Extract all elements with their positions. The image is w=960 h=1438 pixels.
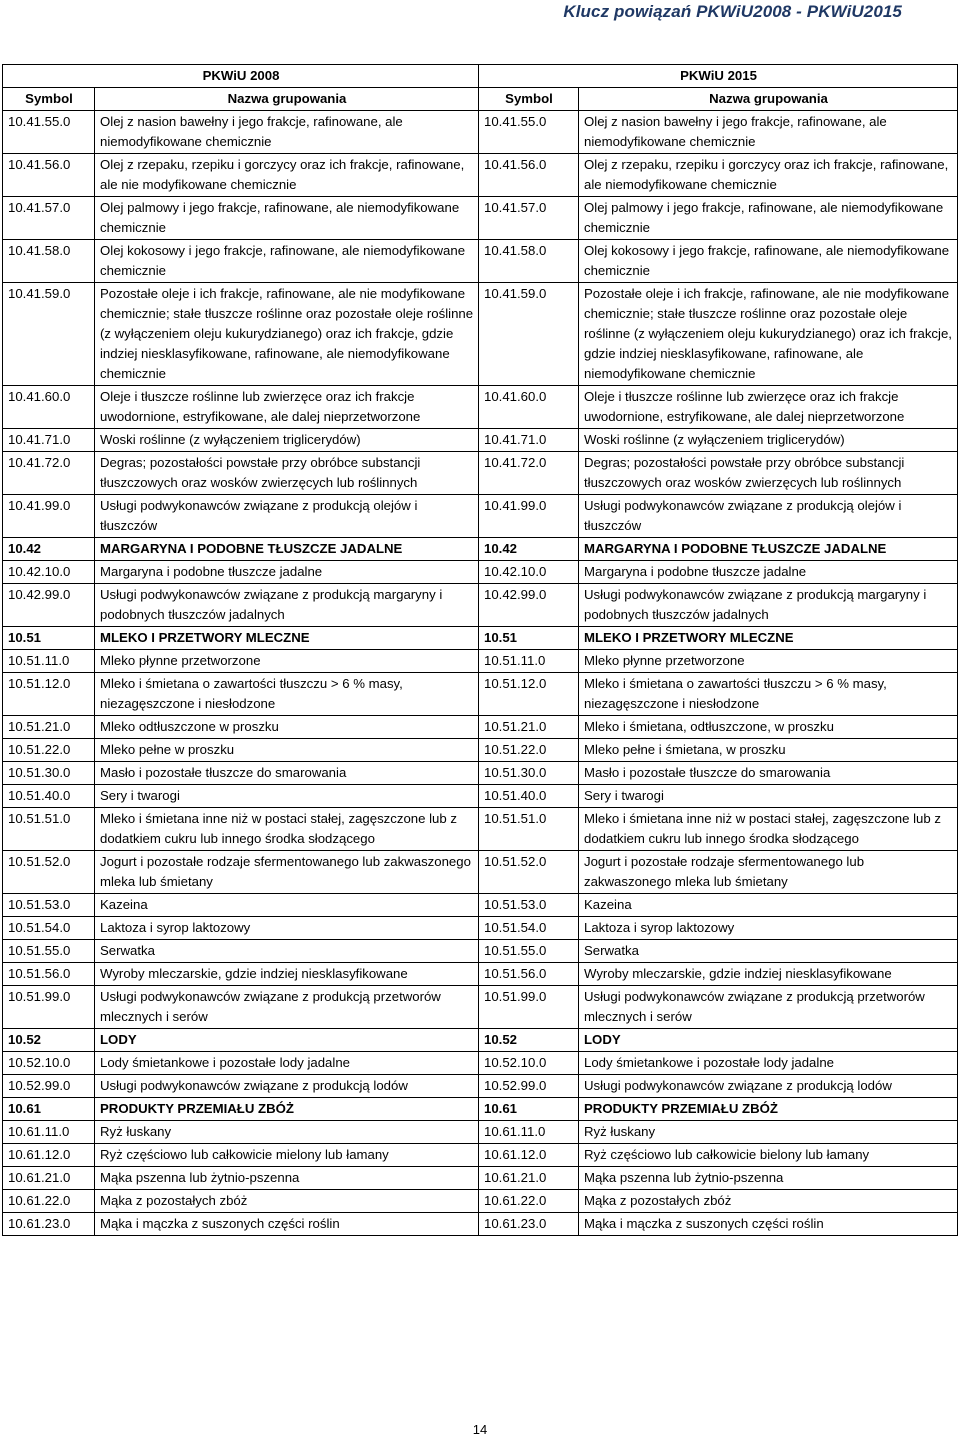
cell-symbol-2008: 10.52.99.0 — [3, 1075, 95, 1098]
cell-symbol-2015: 10.52.10.0 — [479, 1052, 579, 1075]
table-row — [3, 452, 958, 495]
cell-symbol-2008: 10.42 — [3, 538, 95, 561]
table-row — [3, 1190, 958, 1213]
cell-name-2015: Olej z rzepaku, rzepiku i gorczycy oraz ich frakcje, rafinowane, ale niemodyfikowane chemicznie — [579, 154, 958, 197]
table-row — [3, 1029, 958, 1052]
cell-symbol-2008: 10.61.11.0 — [3, 1121, 95, 1144]
cell-name-2015: Masło i pozostałe tłuszcze do smarowania — [579, 762, 958, 785]
table-row — [3, 986, 958, 1029]
cell-name-2008: Mleko płynne przetworzone — [95, 650, 479, 673]
cell-symbol-2015: 10.51.12.0 — [479, 673, 579, 716]
cell-symbol-2015: 10.41.59.0 — [479, 283, 579, 386]
cell-name-2008: PRODUKTY PRZEMIAŁU ZBÓŻ — [95, 1098, 479, 1121]
cell-symbol-2008: 10.61.22.0 — [3, 1190, 95, 1213]
cell-symbol-2015: 10.51.11.0 — [479, 650, 579, 673]
table-row — [3, 1167, 958, 1190]
cell-symbol-2008: 10.51.11.0 — [3, 650, 95, 673]
cell-symbol-2015: 10.51.56.0 — [479, 963, 579, 986]
cell-name-2015: Oleje i tłuszcze roślinne lub zwierzęce oraz ich frakcje uwodornione, estryfikowane, ale dalej nieprzetworzone — [579, 386, 958, 429]
cell-symbol-2008: 10.51.54.0 — [3, 917, 95, 940]
table-row — [3, 940, 958, 963]
cell-name-2008: Lody śmietankowe i pozostałe lody jadalne — [95, 1052, 479, 1075]
cell-symbol-2008: 10.51.21.0 — [3, 716, 95, 739]
column-header-symbol-2015: Symbol — [479, 88, 579, 111]
cell-name-2008: Olej palmowy i jego frakcje, rafinowane, ale niemodyfikowane chemicznie — [95, 197, 479, 240]
table-row — [3, 1075, 958, 1098]
table-row — [3, 283, 958, 386]
cell-name-2015: Jogurt i pozostałe rodzaje sfermentowanego lub zakwaszonego mleka lub śmietany — [579, 851, 958, 894]
cell-name-2008: Usługi podwykonawców związane z produkcją lodów — [95, 1075, 479, 1098]
cell-symbol-2008: 10.51.40.0 — [3, 785, 95, 808]
cell-name-2008: Masło i pozostałe tłuszcze do smarowania — [95, 762, 479, 785]
cell-name-2015: Usługi podwykonawców związane z produkcją lodów — [579, 1075, 958, 1098]
cell-symbol-2015: 10.42.99.0 — [479, 584, 579, 627]
table-row — [3, 894, 958, 917]
cell-symbol-2008: 10.41.59.0 — [3, 283, 95, 386]
cell-symbol-2008: 10.61 — [3, 1098, 95, 1121]
cell-name-2015: Degras; pozostałości powstałe przy obróbce substancji tłuszczowych oraz wosków zwierzęcych lub roślinnych — [579, 452, 958, 495]
table-row — [3, 785, 958, 808]
group-header-pkwiu-2015: PKWiU 2015 — [479, 65, 958, 88]
cell-name-2015: Mleko pełne i śmietana, w proszku — [579, 739, 958, 762]
cell-name-2008: Margaryna i podobne tłuszcze jadalne — [95, 561, 479, 584]
table-row — [3, 561, 958, 584]
table-row — [3, 197, 958, 240]
cell-symbol-2015: 10.41.57.0 — [479, 197, 579, 240]
cell-symbol-2015: 10.51.51.0 — [479, 808, 579, 851]
cell-symbol-2015: 10.61 — [479, 1098, 579, 1121]
cell-name-2015: Usługi podwykonawców związane z produkcją olejów i tłuszczów — [579, 495, 958, 538]
cell-symbol-2015: 10.52 — [479, 1029, 579, 1052]
cell-symbol-2008: 10.51.52.0 — [3, 851, 95, 894]
cell-name-2015: MLEKO I PRZETWORY MLECZNE — [579, 627, 958, 650]
cell-name-2008: Kazeina — [95, 894, 479, 917]
cell-symbol-2015: 10.41.71.0 — [479, 429, 579, 452]
cell-name-2015: Ryż łuskany — [579, 1121, 958, 1144]
cell-name-2008: Sery i twarogi — [95, 785, 479, 808]
cell-symbol-2008: 10.42.99.0 — [3, 584, 95, 627]
column-header-name-2008: Nazwa grupowania — [95, 88, 479, 111]
cell-name-2008: LODY — [95, 1029, 479, 1052]
cell-name-2008: Usługi podwykonawców związane z produkcją przetworów mlecznych i serów — [95, 986, 479, 1029]
cell-name-2015: Mleko i śmietana inne niż w postaci stałej, zagęszczone lub z dodatkiem cukru lub innego środka słodzącego — [579, 808, 958, 851]
cell-name-2008: Ryż częściowo lub całkowicie mielony lub łamany — [95, 1144, 479, 1167]
cell-symbol-2008: 10.61.21.0 — [3, 1167, 95, 1190]
cell-symbol-2015: 10.51.99.0 — [479, 986, 579, 1029]
cell-name-2015: Olej kokosowy i jego frakcje, rafinowane, ale niemodyfikowane chemicznie — [579, 240, 958, 283]
table-row — [3, 495, 958, 538]
table-row — [3, 650, 958, 673]
cell-symbol-2015: 10.61.22.0 — [479, 1190, 579, 1213]
cell-symbol-2008: 10.61.23.0 — [3, 1213, 95, 1236]
cell-symbol-2015: 10.51.55.0 — [479, 940, 579, 963]
cell-symbol-2015: 10.41.55.0 — [479, 111, 579, 154]
table-row — [3, 584, 958, 627]
cell-name-2015: Mleko i śmietana, odtłuszczone, w proszku — [579, 716, 958, 739]
cell-symbol-2008: 10.51.56.0 — [3, 963, 95, 986]
cell-symbol-2008: 10.41.72.0 — [3, 452, 95, 495]
cell-name-2015: PRODUKTY PRZEMIAŁU ZBÓŻ — [579, 1098, 958, 1121]
cell-name-2015: Mąka pszenna lub żytnio-pszenna — [579, 1167, 958, 1190]
table-row — [3, 240, 958, 283]
cell-symbol-2008: 10.51.99.0 — [3, 986, 95, 1029]
cell-name-2008: Oleje i tłuszcze roślinne lub zwierzęce oraz ich frakcje uwodornione, estryfikowane, ale dalej nieprzetworzone — [95, 386, 479, 429]
cell-name-2008: Olej kokosowy i jego frakcje, rafinowane, ale niemodyfikowane chemicznie — [95, 240, 479, 283]
cell-name-2008: Olej z rzepaku, rzepiku i gorczycy oraz ich frakcje, rafinowane, ale nie modyfikowane chemicznie — [95, 154, 479, 197]
cell-name-2015: LODY — [579, 1029, 958, 1052]
table-row — [3, 963, 958, 986]
cell-name-2015: Woski roślinne (z wyłączeniem triglicerydów) — [579, 429, 958, 452]
cell-name-2008: Woski roślinne (z wyłączeniem triglicerydów) — [95, 429, 479, 452]
cell-symbol-2015: 10.61.12.0 — [479, 1144, 579, 1167]
cell-symbol-2008: 10.51.53.0 — [3, 894, 95, 917]
cell-symbol-2008: 10.51.22.0 — [3, 739, 95, 762]
table-row — [3, 739, 958, 762]
table-row — [3, 429, 958, 452]
cell-name-2008: Serwatka — [95, 940, 479, 963]
table-column-header — [3, 88, 958, 111]
cell-name-2015: Lody śmietankowe i pozostałe lody jadalne — [579, 1052, 958, 1075]
cell-name-2015: Ryż częściowo lub całkowicie bielony lub łamany — [579, 1144, 958, 1167]
cell-symbol-2015: 10.61.23.0 — [479, 1213, 579, 1236]
cell-symbol-2015: 10.42 — [479, 538, 579, 561]
column-header-symbol-2008: Symbol — [3, 88, 95, 111]
group-header-pkwiu-2008: PKWiU 2008 — [3, 65, 479, 88]
cell-name-2008: MLEKO I PRZETWORY MLECZNE — [95, 627, 479, 650]
cell-name-2015: Laktoza i syrop laktozowy — [579, 917, 958, 940]
cell-name-2008: Usługi podwykonawców związane z produkcją olejów i tłuszczów — [95, 495, 479, 538]
cell-name-2015: Olej palmowy i jego frakcje, rafinowane, ale niemodyfikowane chemicznie — [579, 197, 958, 240]
cell-symbol-2015: 10.51.53.0 — [479, 894, 579, 917]
cell-symbol-2008: 10.41.57.0 — [3, 197, 95, 240]
table-row — [3, 716, 958, 739]
cell-name-2008: Ryż łuskany — [95, 1121, 479, 1144]
table-row — [3, 1098, 958, 1121]
pkwiu-mapping-table — [2, 64, 958, 1236]
table-row — [3, 917, 958, 940]
cell-name-2008: Wyroby mleczarskie, gdzie indziej niesklasyfikowane — [95, 963, 479, 986]
cell-name-2015: Margaryna i podobne tłuszcze jadalne — [579, 561, 958, 584]
cell-symbol-2008: 10.41.60.0 — [3, 386, 95, 429]
cell-symbol-2015: 10.52.99.0 — [479, 1075, 579, 1098]
cell-name-2015: Sery i twarogi — [579, 785, 958, 808]
cell-symbol-2008: 10.51.30.0 — [3, 762, 95, 785]
cell-symbol-2015: 10.51 — [479, 627, 579, 650]
cell-symbol-2015: 10.51.54.0 — [479, 917, 579, 940]
cell-symbol-2015: 10.41.99.0 — [479, 495, 579, 538]
table-row — [3, 111, 958, 154]
cell-name-2015: Kazeina — [579, 894, 958, 917]
cell-symbol-2008: 10.41.56.0 — [3, 154, 95, 197]
table-row — [3, 538, 958, 561]
cell-name-2015: Olej z nasion bawełny i jego frakcje, rafinowane, ale niemodyfikowane chemicznie — [579, 111, 958, 154]
cell-name-2015: Pozostałe oleje i ich frakcje, rafinowane, ale nie modyfikowane chemicznie; stałe tłuszcze roślinne oraz pozostałe oleje roślinne (z wyłączeniem oleju kukurydzianego) oraz ich frakcje, gdzie indziej niesklasyfikowane, rafinowane, ale niemodyfikowane chemicznie — [579, 283, 958, 386]
cell-name-2015: Mleko płynne przetworzone — [579, 650, 958, 673]
cell-name-2008: Mleko pełne w proszku — [95, 739, 479, 762]
cell-symbol-2015: 10.51.40.0 — [479, 785, 579, 808]
cell-name-2015: Wyroby mleczarskie, gdzie indziej niesklasyfikowane — [579, 963, 958, 986]
cell-symbol-2008: 10.42.10.0 — [3, 561, 95, 584]
cell-name-2008: Olej z nasion bawełny i jego frakcje, rafinowane, ale niemodyfikowane chemicznie — [95, 111, 479, 154]
cell-name-2015: Mleko i śmietana o zawartości tłuszczu > 6 % masy, niezagęszczone i niesłodzone — [579, 673, 958, 716]
table-row — [3, 808, 958, 851]
cell-symbol-2008: 10.51 — [3, 627, 95, 650]
page-number: 14 — [472, 1422, 488, 1437]
cell-symbol-2008: 10.41.71.0 — [3, 429, 95, 452]
column-header-name-2015: Nazwa grupowania — [579, 88, 958, 111]
cell-symbol-2008: 10.41.58.0 — [3, 240, 95, 283]
cell-symbol-2015: 10.42.10.0 — [479, 561, 579, 584]
cell-symbol-2008: 10.52.10.0 — [3, 1052, 95, 1075]
table-row — [3, 386, 958, 429]
cell-symbol-2008: 10.51.12.0 — [3, 673, 95, 716]
cell-symbol-2015: 10.51.21.0 — [479, 716, 579, 739]
cell-name-2015: Usługi podwykonawców związane z produkcją przetworów mlecznych i serów — [579, 986, 958, 1029]
cell-name-2015: Mąka i mączka z suszonych części roślin — [579, 1213, 958, 1236]
cell-symbol-2015: 10.41.60.0 — [479, 386, 579, 429]
cell-symbol-2015: 10.61.21.0 — [479, 1167, 579, 1190]
cell-name-2015: Mąka z pozostałych zbóż — [579, 1190, 958, 1213]
cell-name-2008: Mleko i śmietana o zawartości tłuszczu > 6 % masy, niezagęszczone i niesłodzone — [95, 673, 479, 716]
document-header-title: Klucz powiązań PKWiU2008 - PKWiU2015 — [563, 2, 902, 21]
table-row — [3, 154, 958, 197]
cell-symbol-2015: 10.41.58.0 — [479, 240, 579, 283]
cell-symbol-2008: 10.51.55.0 — [3, 940, 95, 963]
cell-name-2008: Mleko odtłuszczone w proszku — [95, 716, 479, 739]
cell-name-2008: Jogurt i pozostałe rodzaje sfermentowanego lub zakwaszonego mleka lub śmietany — [95, 851, 479, 894]
cell-symbol-2015: 10.51.52.0 — [479, 851, 579, 894]
cell-symbol-2015: 10.61.11.0 — [479, 1121, 579, 1144]
table-row — [3, 1144, 958, 1167]
table-group-header — [3, 65, 958, 88]
cell-symbol-2008: 10.61.12.0 — [3, 1144, 95, 1167]
cell-name-2008: Mąka z pozostałych zbóż — [95, 1190, 479, 1213]
table-row — [3, 1213, 958, 1236]
cell-name-2008: Usługi podwykonawców związane z produkcją margaryny i podobnych tłuszczów jadalnych — [95, 584, 479, 627]
cell-name-2008: Laktoza i syrop laktozowy — [95, 917, 479, 940]
cell-symbol-2015: 10.41.72.0 — [479, 452, 579, 495]
cell-symbol-2015: 10.51.30.0 — [479, 762, 579, 785]
cell-name-2015: Usługi podwykonawców związane z produkcją margaryny i podobnych tłuszczów jadalnych — [579, 584, 958, 627]
table-row — [3, 1052, 958, 1075]
cell-symbol-2008: 10.51.51.0 — [3, 808, 95, 851]
table-row — [3, 851, 958, 894]
cell-symbol-2008: 10.41.99.0 — [3, 495, 95, 538]
cell-symbol-2015: 10.51.22.0 — [479, 739, 579, 762]
table-row — [3, 1121, 958, 1144]
cell-name-2008: Pozostałe oleje i ich frakcje, rafinowane, ale nie modyfikowane chemicznie; stałe tłuszcze roślinne oraz pozostałe oleje roślinne (z wyłączeniem oleju kukurydzianego) oraz ich frakcje, gdzie indziej niesklasyfikowane, rafinowane, ale niemodyfikowane chemicznie — [95, 283, 479, 386]
cell-name-2008: Mąka i mączka z suszonych części roślin — [95, 1213, 479, 1236]
cell-name-2008: MARGARYNA I PODOBNE TŁUSZCZE JADALNE — [95, 538, 479, 561]
cell-name-2008: Degras; pozostałości powstałe przy obróbce substancji tłuszczowych oraz wosków zwierzęcych lub roślinnych — [95, 452, 479, 495]
table-row — [3, 627, 958, 650]
cell-name-2008: Mleko i śmietana inne niż w postaci stałej, zagęszczone lub z dodatkiem cukru lub innego środka słodzącego — [95, 808, 479, 851]
cell-name-2015: MARGARYNA I PODOBNE TŁUSZCZE JADALNE — [579, 538, 958, 561]
cell-symbol-2008: 10.41.55.0 — [3, 111, 95, 154]
table-row — [3, 673, 958, 716]
cell-name-2008: Mąka pszenna lub żytnio-pszenna — [95, 1167, 479, 1190]
cell-symbol-2008: 10.52 — [3, 1029, 95, 1052]
cell-symbol-2015: 10.41.56.0 — [479, 154, 579, 197]
table-row — [3, 762, 958, 785]
cell-name-2015: Serwatka — [579, 940, 958, 963]
